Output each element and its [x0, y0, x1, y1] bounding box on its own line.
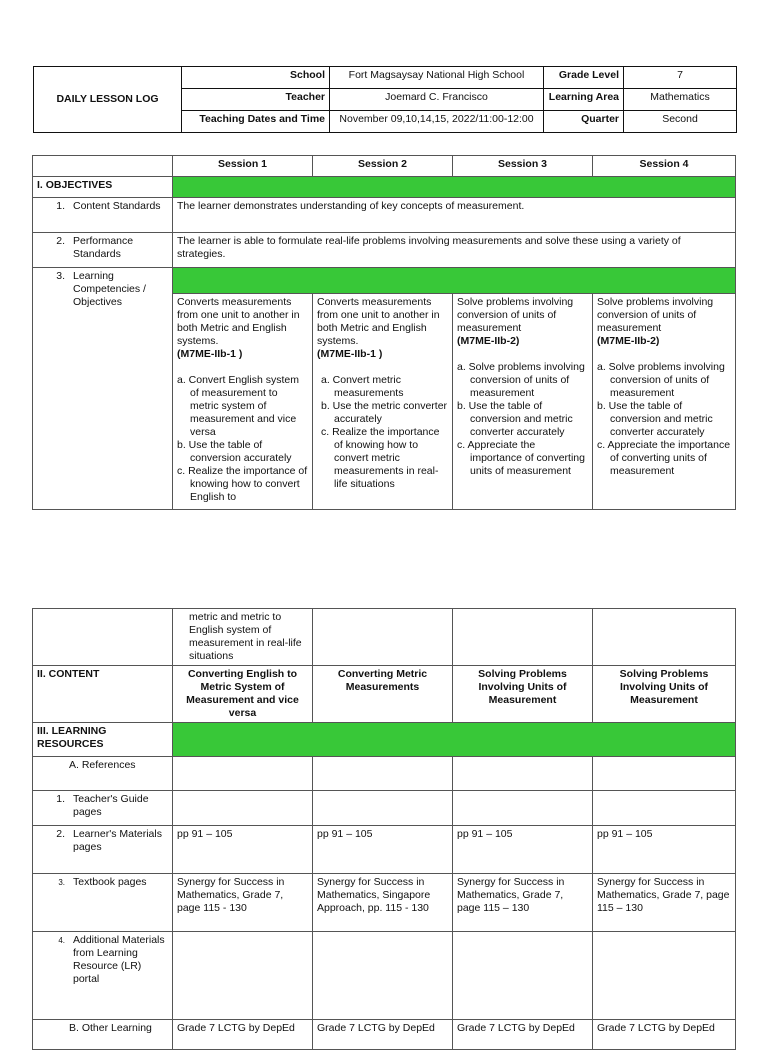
objectives-label: I. OBJECTIVES — [33, 177, 173, 198]
dates-value: November 09,10,14,15, 2022/11:00-12:00 — [330, 111, 544, 133]
learners-materials-value: pp 91 – 105 — [593, 826, 736, 874]
other-resources-value: Grade 7 LCTG by DepEd — [453, 1020, 593, 1050]
learners-materials-value: pp 91 – 105 — [173, 826, 313, 874]
session-header: Session 1 — [173, 156, 313, 177]
green-band — [173, 723, 736, 757]
lesson-log-title: DAILY LESSON LOG — [34, 67, 182, 133]
content-standards-label: 1. Content Standards — [33, 198, 173, 233]
competency-session-3: Solve problems involving conversion of units of measurement (M7ME-IIb-2) a. Solve problems involving conversion of units of measurement b. Use the table of conversion and metric converter accurately c. Appreciate the importance of converting units of measurement — [453, 294, 593, 510]
other-resources-value: Grade 7 LCTG by DepEd — [593, 1020, 736, 1050]
green-band — [173, 268, 736, 294]
teacher-value: Joemard C. Francisco — [330, 89, 544, 111]
additional-materials-label: 4. Additional Materials from Learning Resource (LR) portal — [33, 932, 173, 1020]
grade-level-value: 7 — [624, 67, 737, 89]
textbook-value: Synergy for Success in Mathematics, Grade 7, page 115 - 130 — [173, 874, 313, 932]
session-header: Session 4 — [593, 156, 736, 177]
competency-continuation: metric and metric to English system of measurement in real-life situations — [173, 609, 313, 666]
competency-session-4: Solve problems involving conversion of units of measurement (M7ME-IIb-2) a. Solve problems involving conversion of units of measurement b. Use the table of conversion and metric converter accurately c. Appreciate the importance of converting units of measurement — [593, 294, 736, 510]
competency-session-1: Converts measurements from one unit to another in both Metric and English systems. (M7ME-IIb-1 ) a. Convert English system of measurement to metric system of measurement and vice versa b. Use the table of conversion accurately c. Realize the importance of knowing how to convert English to — [173, 294, 313, 510]
competency-session-2: Converts measurements from one unit to another in both Metric and English systems. (M7ME-IIb-1 ) a. Convert metric measurements b. Use the metric converter accurately c. Realize the importance of knowing how to convert metric measurements in real-life situations — [313, 294, 453, 510]
other-resources-label: B. Other Learning — [33, 1020, 173, 1050]
competencies-label: 3. Learning Competencies / Objectives — [33, 268, 173, 510]
lesson-table-part1 — [32, 155, 736, 510]
content-title: Solving Problems Involving Units of Measurement — [453, 666, 593, 723]
learners-materials-value: pp 91 – 105 — [453, 826, 593, 874]
teachers-guide-label: 1. Teacher's Guide pages — [33, 791, 173, 826]
content-title: Solving Problems Involving Units of Measurement — [593, 666, 736, 723]
learning-area-label: Learning Area — [544, 89, 624, 111]
quarter-label: Quarter — [544, 111, 624, 133]
learning-resources-label: III. LEARNING RESOURCES — [33, 723, 173, 757]
school-value: Fort Magsaysay National High School — [330, 67, 544, 89]
quarter-value: Second — [624, 111, 737, 133]
learning-area-value: Mathematics — [624, 89, 737, 111]
content-title: Converting Metric Measurements — [313, 666, 453, 723]
other-resources-value: Grade 7 LCTG by DepEd — [313, 1020, 453, 1050]
session-header: Session 2 — [313, 156, 453, 177]
learners-materials-value: pp 91 – 105 — [313, 826, 453, 874]
other-resources-value: Grade 7 LCTG by DepEd — [173, 1020, 313, 1050]
header-table — [33, 66, 737, 133]
textbook-value: Synergy for Success in Mathematics, Singapore Approach, pp. 115 - 130 — [313, 874, 453, 932]
lesson-table-part2 — [32, 608, 736, 1050]
content-standards-text: The learner demonstrates understanding of key concepts of measurement. — [173, 198, 736, 233]
performance-standards-text: The learner is able to formulate real-life problems involving measurements and solve these using a variety of strategies. — [173, 233, 736, 268]
session-header: Session 3 — [453, 156, 593, 177]
teacher-label: Teacher — [182, 89, 330, 111]
performance-standards-label: 2. Performance Standards — [33, 233, 173, 268]
content-title: Converting English to Metric System of Measurement and vice versa — [173, 666, 313, 723]
dates-label: Teaching Dates and Time — [182, 111, 330, 133]
school-label: School — [182, 67, 330, 89]
textbook-value: Synergy for Success in Mathematics, Grade 7, page 115 – 130 — [453, 874, 593, 932]
textbook-value: Synergy for Success in Mathematics, Grade 7, page 115 – 130 — [593, 874, 736, 932]
references-label: A. References — [33, 757, 173, 791]
learners-materials-label: 2. Learner's Materials pages — [33, 826, 173, 874]
content-label: II. CONTENT — [33, 666, 173, 723]
textbook-label: 3. Textbook pages — [33, 874, 173, 932]
green-band — [173, 177, 736, 198]
grade-level-label: Grade Level — [544, 67, 624, 89]
